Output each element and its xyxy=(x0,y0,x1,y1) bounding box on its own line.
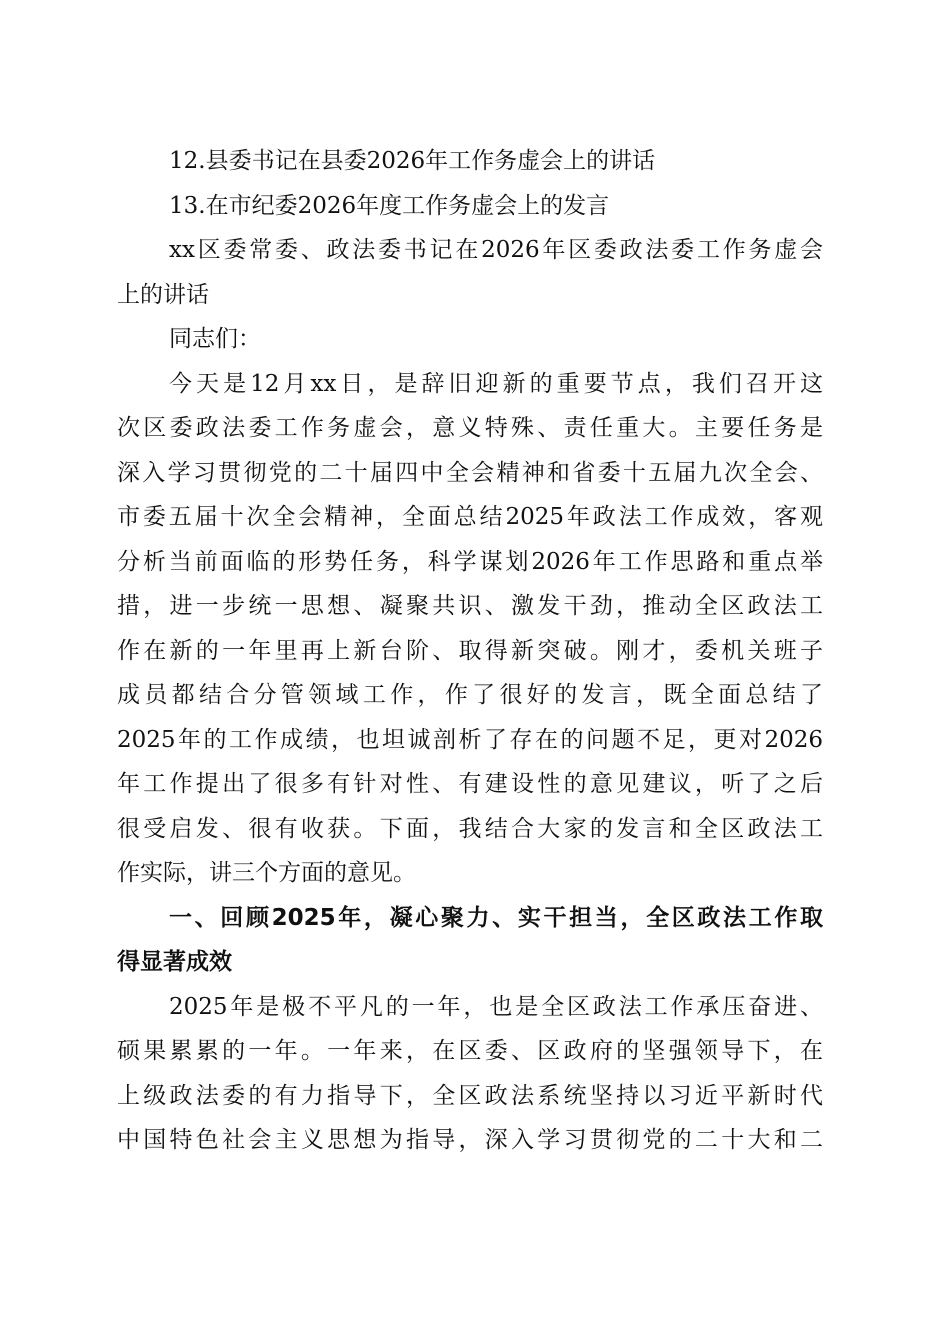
section-heading-line: 一、回顾2025年，凝心聚力、实干担当，全区政法工作取 xyxy=(169,904,823,931)
paragraph-line: 作实际，讲三个方面的意见。 xyxy=(117,860,416,886)
paragraph-line: 今天是12月xx日，是辞旧迎新的重要节点，我们召开这 xyxy=(169,370,823,397)
paragraph-line: 措，进一步统一思想、凝聚共识、激发干劲，推动全区政法工 xyxy=(117,593,823,619)
list-item-12: 12.县委书记在县委2026年工作务虚会上的讲话 xyxy=(169,148,656,174)
paragraph-line: 作在新的一年里再上新台阶、取得新突破。刚才，委机关班子 xyxy=(117,637,823,664)
document-page xyxy=(117,139,823,1163)
salutation: 同志们： xyxy=(169,326,261,352)
list-item-13: 13.在市纪委2026年度工作务虚会上的发言 xyxy=(169,192,610,219)
paragraph-line: 2025年的工作成绩，也坦诚剖析了存在的问题不足，更对2026 xyxy=(117,726,823,753)
paragraph-line: 中国特色社会主义思想为指导，深入学习贯彻党的二十大和二 xyxy=(117,1127,823,1153)
paragraph-line: 市委五届十次全会精神，全面总结2025年政法工作成效，客观 xyxy=(117,504,823,530)
paragraph-line: 分析当前面临的形势任务，科学谋划2026年工作思路和重点举 xyxy=(117,548,823,575)
speech-title-line: 上的讲话 xyxy=(117,281,209,308)
paragraph-line: 2025年是极不平凡的一年，也是全区政法工作承压奋进、 xyxy=(169,993,823,1020)
paragraph-line: 成员都结合分管领域工作，作了很好的发言，既全面总结了 xyxy=(117,682,823,708)
paragraph-line: 次区委政法委工作务虚会，意义特殊、责任重大。主要任务是 xyxy=(117,415,823,441)
speech-title-line: xx区委常委、政法委书记在2026年区委政法委工作务虚会 xyxy=(169,237,823,263)
paragraph-line: 年工作提出了很多有针对性、有建设性的意见建议，听了之后 xyxy=(117,771,823,797)
paragraph-line: 深入学习贯彻党的二十届四中全会精神和省委十五届九次全会、 xyxy=(117,459,823,486)
paragraph-line: 硕果累累的一年。一年来，在区委、区政府的坚强领导下，在 xyxy=(117,1038,823,1064)
section-heading-line: 得显著成效 xyxy=(117,949,232,975)
paragraph-line: 很受启发、很有收获。下面，我结合大家的发言和全区政法工 xyxy=(117,815,823,842)
paragraph-line: 上级政法委的有力指导下，全区政法系统坚持以习近平新时代 xyxy=(117,1082,823,1109)
